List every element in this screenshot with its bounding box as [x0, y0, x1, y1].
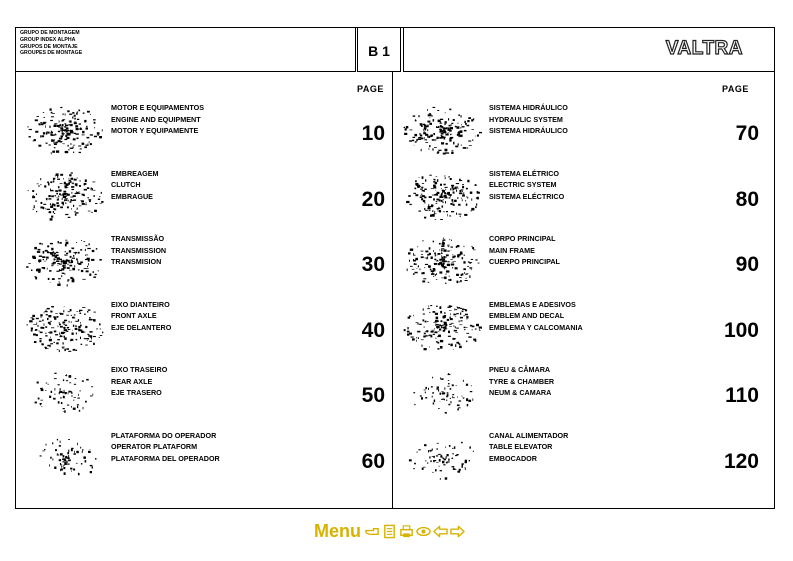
group-title-line: GROUPES DE MONTAGE — [20, 50, 83, 57]
entry-label-line: TRANSMISSION — [111, 245, 167, 255]
entry-label-line: EMBLEM AND DECAL — [489, 311, 565, 320]
group-index-entry[interactable] — [16, 168, 386, 232]
page-number-link[interactable]: 20 — [361, 187, 385, 211]
entry-labels — [489, 168, 564, 203]
entry-label-line: REAR AXLE — [111, 376, 153, 386]
part-diagram-thumbnail — [398, 364, 482, 424]
page-number-link[interactable]: 80 — [735, 187, 759, 211]
print-icon[interactable] — [399, 524, 414, 539]
entry-label-line: CANAL ALIMENTADOR — [489, 430, 569, 440]
entry-labels — [111, 364, 167, 399]
entry-label-line: TABLE ELEVATOR — [489, 442, 553, 451]
entry-label-line: EMBREAGEM — [111, 168, 159, 178]
page-column-label-right: PAGE — [722, 84, 749, 94]
group-index-entry[interactable] — [16, 299, 386, 363]
entry-labels — [111, 168, 159, 203]
page-number-link[interactable]: 120 — [723, 449, 759, 473]
entry-label-line: PNEU & CÂMARA — [489, 365, 551, 374]
page-number-link[interactable]: 10 — [361, 122, 385, 145]
entry-label-line: PLATAFORMA DO OPERADOR — [111, 430, 217, 440]
group-index-entry[interactable] — [394, 364, 764, 428]
entry-label-line: EMBLEMAS E ADESIVOS — [489, 299, 576, 309]
entry-label-line: MAIN FRAME — [489, 245, 535, 255]
page-number-link[interactable]: 110 — [725, 384, 759, 407]
group-index-entry[interactable] — [394, 233, 764, 297]
entry-label-line: CUERPO PRINCIPAL — [489, 257, 560, 266]
index-list-icon[interactable] — [382, 524, 397, 539]
page-number-link[interactable]: 70 — [735, 122, 759, 145]
entry-label-line: MOTOR E EQUIPAMENTOS — [111, 103, 205, 112]
part-diagram-thumbnail — [20, 299, 104, 359]
entry-label-line: CORPO PRINCIPAL — [489, 234, 556, 243]
entry-label-line: EMBOCADOR — [489, 453, 537, 463]
entry-label-line: NEUM & CAMARA — [489, 388, 552, 397]
entry-label-line: EMBRAGUE — [111, 191, 153, 201]
entry-labels — [489, 430, 568, 465]
page-number-link[interactable]: 100 — [723, 318, 759, 342]
group-index-entry[interactable] — [16, 364, 386, 428]
entry-label-line: EJE DELANTERO — [111, 322, 172, 332]
forward-arrow-icon[interactable] — [450, 524, 465, 539]
entry-label-line: OPERATOR PLATAFORM — [111, 442, 198, 451]
group-index-entry[interactable] — [394, 430, 764, 494]
entry-label-line: EJE TRASERO — [111, 388, 162, 397]
pointing-hand-icon[interactable] — [365, 524, 380, 539]
part-diagram-thumbnail — [20, 430, 104, 490]
entry-label-line: HYDRAULIC SYSTEM — [489, 114, 563, 124]
entry-labels — [489, 299, 583, 334]
part-diagram-thumbnail — [398, 102, 482, 162]
navigation-menu — [314, 520, 465, 542]
part-diagram-thumbnail — [398, 168, 482, 228]
group-index-entry[interactable] — [16, 102, 386, 166]
group-title-box — [16, 28, 356, 72]
entry-label-line: SISTEMA HIDRÁULICO — [489, 126, 568, 135]
valtra-logo: VALTRA — [665, 38, 743, 59]
entry-label-line: MOTOR Y EQUIPAMENTE — [111, 126, 199, 135]
back-arrow-icon[interactable] — [433, 524, 448, 539]
entry-label-line: SISTEMA ELÉTRICO — [489, 168, 560, 178]
section-code: B 1 — [368, 43, 390, 59]
entry-labels — [111, 430, 220, 465]
part-diagram-thumbnail — [398, 299, 482, 359]
entry-label-line: EIXO DIANTEIRO — [111, 299, 170, 309]
entry-label-line: ENGINE AND EQUIPMENT — [111, 114, 201, 124]
entry-label-line: SISTEMA ELÉCTRICO — [489, 191, 565, 201]
group-title-line: GROUP INDEX ALPHA — [20, 36, 76, 43]
entry-labels — [489, 364, 554, 399]
entry-labels — [489, 233, 560, 268]
group-index-entry[interactable] — [16, 233, 386, 297]
entry-labels — [111, 299, 171, 334]
part-diagram-thumbnail — [20, 102, 104, 162]
entry-label-line: CLUTCH — [111, 180, 141, 189]
entry-labels — [489, 102, 568, 137]
group-title-line: GRUPOS DE MONTAJE — [20, 43, 78, 50]
entry-label-line: TYRE & CHAMBER — [489, 376, 555, 386]
logo-box — [403, 28, 775, 72]
group-index-entry[interactable] — [394, 299, 764, 363]
entry-label-line: ELECTRIC SYSTEM — [489, 180, 557, 189]
part-diagram-thumbnail — [20, 364, 104, 424]
page-number-link[interactable]: 50 — [361, 384, 385, 407]
page-number-link[interactable]: 30 — [361, 253, 385, 276]
page-number-link[interactable]: 40 — [361, 318, 385, 342]
entry-labels — [111, 102, 204, 137]
part-diagram-thumbnail — [20, 233, 104, 293]
section-code-box — [357, 28, 401, 72]
group-index-entry[interactable] — [394, 168, 764, 232]
column-divider — [392, 72, 393, 509]
menu-link[interactable]: Menu — [314, 520, 361, 541]
catalog-page — [15, 27, 775, 509]
entry-label-line: PLATAFORMA DEL OPERADOR — [111, 453, 220, 463]
group-index-entry[interactable] — [394, 102, 764, 166]
part-diagram-thumbnail — [20, 168, 104, 228]
page-number-link[interactable]: 90 — [735, 253, 759, 276]
entry-label-line: EMBLEMA Y CALCOMANIA — [489, 322, 583, 332]
entry-label-line: TRANSMISION — [111, 257, 162, 266]
page-column-label-left: PAGE — [357, 84, 384, 94]
entry-label-line: TRANSMISSÃO — [111, 234, 165, 243]
entry-label-line: EIXO TRASEIRO — [111, 365, 168, 374]
part-diagram-thumbnail — [398, 233, 482, 293]
view-eye-icon[interactable] — [416, 524, 431, 539]
entry-label-line: FRONT AXLE — [111, 311, 157, 320]
group-title-line: GRUPO DE MONTAGEM — [20, 30, 80, 36]
entry-label-line: SISTEMA HIDRÁULICO — [489, 103, 568, 112]
page-number-link[interactable]: 60 — [361, 449, 385, 473]
part-diagram-thumbnail — [398, 430, 482, 490]
entry-labels — [111, 233, 166, 268]
group-index-entry[interactable] — [16, 430, 386, 494]
